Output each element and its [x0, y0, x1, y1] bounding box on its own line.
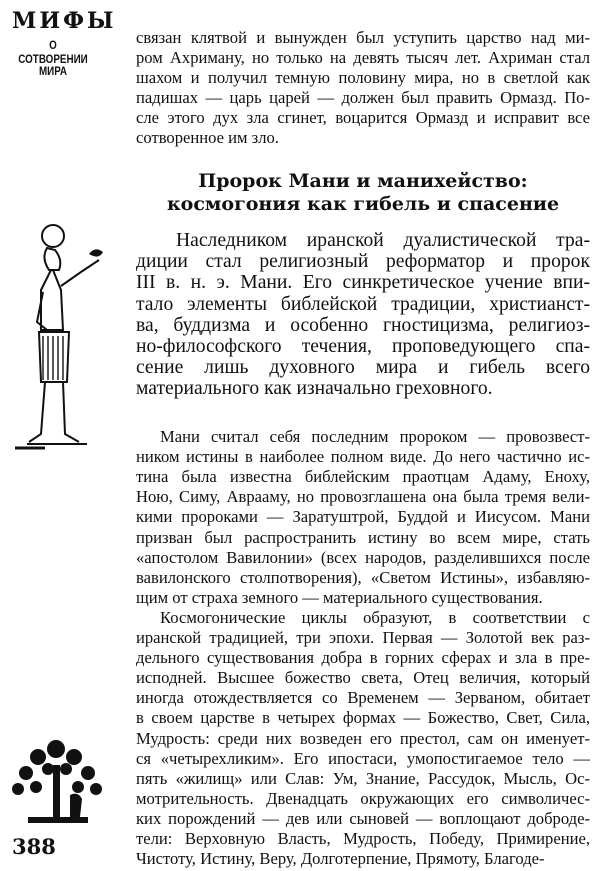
- lead-text-line: но-философского течения, проповедующего спа-: [136, 336, 590, 357]
- text-line: иногда отождествляется со Временем — Зерваном, обитает: [136, 688, 590, 708]
- text-line: иранской традицией, три эпохи. Первая — Золотой век раз-: [136, 628, 590, 647]
- text-line: тина была известна библейским праотцам Адаму, Еноху,: [136, 467, 590, 487]
- text-line: падишах — царь царей — должен был править Ормазд. По-: [136, 88, 590, 107]
- text-line: сле этого дух зла сгинет, воцарится Ормазд и исправит все: [136, 108, 590, 127]
- egyptian-figure-illustration: [15, 222, 115, 454]
- text-line: «апостолом Вавилонии» (всех народов, разделившихся после: [136, 547, 590, 567]
- text-line: мотрительность. Двенадцать окружающих его символичес-: [136, 788, 590, 808]
- text-line: связан клятвой и вынужден был уступить царство над ми-: [136, 28, 590, 47]
- text-line: шахом и получил темную половину мира, но в светлой как: [136, 68, 590, 87]
- text-line: ких порождений — дев или сыновей — воплощают доброде-: [136, 808, 590, 828]
- text-line: в своем царстве в четырех формах — Божество, Свет, Сила,: [136, 708, 590, 728]
- section-heading: Пророк Мани и манихейство:: [198, 170, 528, 192]
- text-line: призван был распространить истину во всем мире, стать: [136, 527, 590, 547]
- text-line: сотворенное им зло.: [136, 128, 279, 147]
- text-line: дельного существования добра в горних сферах и зла в пре-: [136, 648, 590, 668]
- text-line: ром Ахриману, но только на девять тысяч лет. Ахриман стал: [136, 48, 590, 67]
- running-head-subtitle: МИРА: [38, 64, 68, 78]
- running-head-subtitle: О СОТВОРЕНИИ: [18, 38, 88, 66]
- running-head-title: МИФЫ: [12, 8, 117, 34]
- lead-text-line: сение лишь духовного мира и гибель всего: [136, 357, 590, 379]
- lead-text-line: III в. н. э. Мани. Его синкретическое учение впи-: [136, 272, 590, 294]
- text-line: ся «четырехликим». Его ипостаси, умопостигаемое тело —: [136, 748, 590, 768]
- text-line: вавилонского столпотворения), «Светом Истины», избавляю-: [136, 567, 590, 587]
- text-line: Чистоту, Истину, Веру, Долготерпение, Прямоту, Благоде-: [136, 849, 545, 869]
- lead-text-line: тало элементы библейской традиции, христианст-: [136, 293, 590, 315]
- text-line: щим от страха земного — материального существования.: [136, 587, 543, 607]
- tree-illustration: [8, 735, 108, 825]
- text-line: тели: Верховную Власть, Мудрость, Победу, Примирение,: [136, 829, 590, 848]
- page-number: 388: [12, 834, 56, 859]
- lead-text-line: ва, буддизма и особенно гностицизма, религиоз-: [136, 314, 590, 336]
- text-line: ником истины в наиболее полном виде. До него частично ис-: [136, 447, 590, 467]
- text-line: кими пророками — Заратуштрой, Буддой и Иисусом. Мани: [136, 507, 590, 527]
- text-line: Космогонические циклы образуют, в соответствии с: [160, 607, 590, 627]
- text-line: пять «жилищ» или Слав: Ум, Знание, Рассудок, Мысль, Ос-: [136, 768, 590, 788]
- text-line: Ною, Симу, Аврааму, но провозглашена она была тремя вели-: [136, 487, 590, 507]
- lead-text-line: материального как изначально греховного.: [136, 378, 493, 400]
- text-line: исподней. Высшее божество света, Отец величия, который: [136, 668, 590, 688]
- lead-text-line: диции стал религиозный реформатор и пророк: [136, 251, 590, 273]
- text-line: Мани считал себя последним пророком — провозвест-: [160, 427, 590, 446]
- section-heading: космогония как гибель и спасение: [166, 193, 560, 215]
- lead-text-line: Наследником иранской дуалистической тра-: [176, 230, 590, 251]
- text-line: Мудрость: среди них возведен его престол, сам он именует-: [136, 728, 590, 748]
